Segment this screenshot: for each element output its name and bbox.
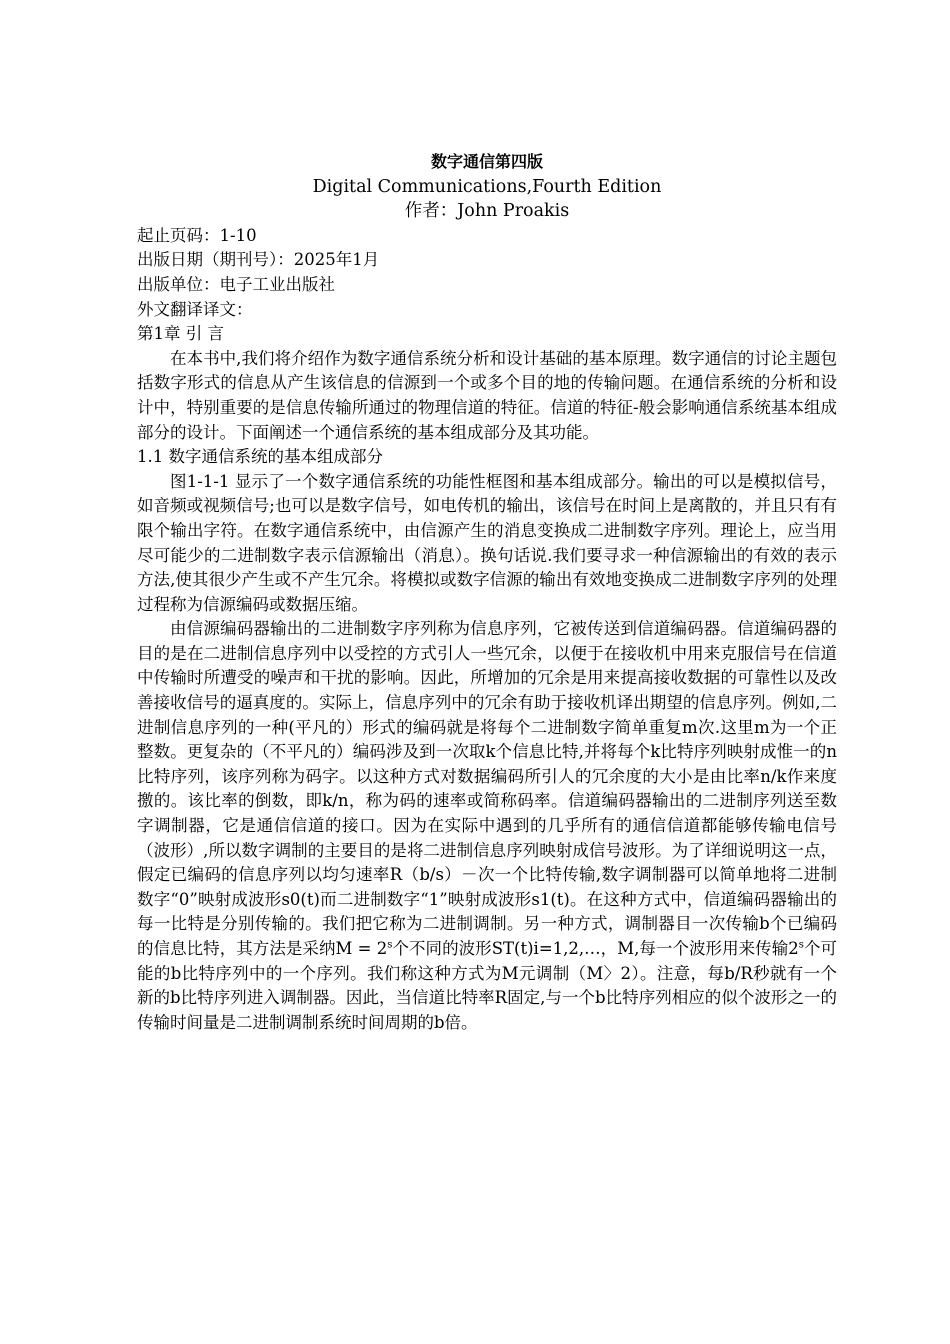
intro-paragraph: 在本书中,我们将介绍作为数字通信系统分析和设计基础的基本原理。数字通信的讨论主题包括数字形式的信息从产生该信息的信源到一个或多个目的地的传输问题。在通信系统的分析和设计中，特别重要的是信息传输所通过的物理信道的特征。信道的特征-般会影响通信系统基本组成部分的设计。下面阐述一个通信系统的基本组成部分及其功能。 [137, 348, 837, 442]
translation-label: 外文翻译译文： [137, 299, 253, 319]
section-paragraph-1: 图1-1-1 显示了一个数字通信系统的功能性框图和基本组成部分。输出的可以是模拟信号，如音频或视频信号;也可以是数字信号，如电传机的输出，该信号在时间上是离散的，并且只有有限个输出字符。在数字通信系统中，由信源产生的消息变换成二进制数字序列。理论上，应当用尽可能少的二进制数字表示信源输出（消息）。换句话说.我们要寻求一种信源输出的有效的表示方法,使其很少产生或不产生冗余。将模拟或数字信源的输出有效地变换成二进制数字序列的处理过程称为信源编码或数据压缩。 [137, 471, 837, 614]
publisher-line: 出版单位：电子工业出版社 [137, 274, 335, 294]
paragraph-text: 由信源编码器输出的二进制数字序列称为信息序列，它被传送到信道编码器。信道编码器的目的是在二进制信息序列中以受控的方式引人一些冗余，以便于在接收机中用来克服信号在信道中传输时所遭受的噪声和干扰的影响。因此，所增加的冗余是用来提高接收数据的可靠性以及改善接收信号的逼真度的。实际上，信息序列中的冗余有助于接收机译出期望的信息序列。例如,二进制信息序列的一种(平凡的）形式的编码就是将每个二进制数字简单重复m次.这里m为一个正整数。更复杂的（不平凡的）编码涉及到一次取k个信息比特,并将每个k比特序列映射成惟一的n比特序列，该序列称为码字。以这种方式对数据编码所引人的冗余度的大小是由比率n/k作来度撽的。该比率的倒数，即k/n，称为码的速率或简称码率。信道编码器输出的二进制序列送至数字调制器，它是通信信道的接口。因为在实际中遇到的几乎所有的通信信道都能够传输电信号（波形）,所以数字调制的主要目的是将二进制信息序列映射成信号波形。为了详细说明这一点，假定已编码的信息序列以均匀速率R（b/s）－次一个比特传输,数字调制器可以简单地将二进制数字“0”映射成波形s0(t)而二进制数字“1”映射成波形s1(t)。在这种方式中，信道编码器输出的每一比特是分别传输的。我们把它称为二进制调制。另一种方式，调制器目一次传输b个已编码的信息比特，其方法是采纳M = 2 [137, 619, 837, 958]
author-line: 作者：John Proakis [404, 201, 570, 222]
superscript: s [387, 939, 393, 951]
book-title-chinese: 数字通信第四版 [430, 152, 543, 171]
page-range-line: 起止页码：1-10 [137, 225, 257, 245]
section-paragraph-2 [137, 617, 837, 1035]
paragraph-text: 个可能的b比特序列中的一个序列。我们称这种方式为M元调制（M〉2）。注意，每b/R秒就有一个新的b比特序列进入调制器。因此，当信道比特率R固定,与一个b比特序列相应的似个波形之一的传输时间量是二进制调制系统时间周期的b倍。 [137, 939, 837, 1032]
publish-date-line: 出版日期（期刊号）：2025年1月 [137, 250, 380, 270]
book-title-english: Digital Communications,Fourth Edition [312, 176, 662, 197]
paragraph-text: 个不同的波形ST(t)i=1,2,…，M,每一个波形用来传输2 [392, 939, 799, 958]
chapter-title: 第1章 引 言 [137, 324, 224, 344]
document-page [137, 150, 837, 1035]
section-title: 1.1 数字通信系统的基本组成部分 [137, 447, 383, 467]
superscript: s [798, 939, 804, 951]
